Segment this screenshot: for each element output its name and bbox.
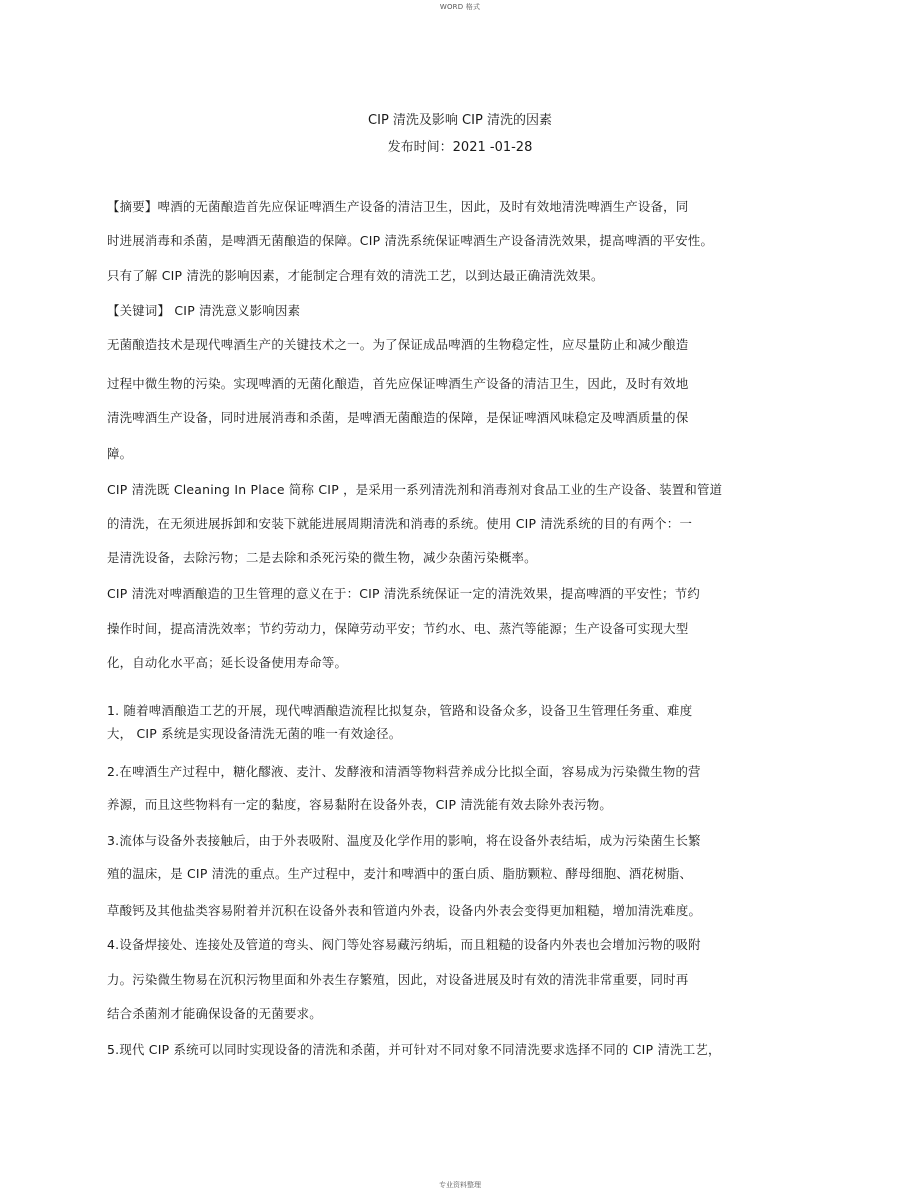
list-item-line: 3.流体与设备外表接触后，由于外表吸附、温度及化学作用的影响，将在设备外表结垢，成为污染菌生长繁 [107, 833, 701, 848]
body-line: CIP 清洗对啤酒酿造的卫生管理的意义在于：CIP 清洗系统保证一定的清洗效果，提高啤酒的平安性；节约 [107, 586, 700, 601]
abstract-line: 只有了解 CIP 清洗的影响因素，才能制定合理有效的清洗工艺，以到达最正确清洗效果。 [107, 268, 604, 283]
body-line: 清洗啤酒生产设备，同时进展消毒和杀菌，是啤酒无菌酿造的保障，是保证啤酒风味稳定及啤酒质量的保 [107, 410, 689, 425]
list-item-line: 4.设备焊接处、连接处及管道的弯头、阀门等处容易藏污纳垢，而且粗糙的设备内外表也会增加污物的吸附 [107, 937, 701, 952]
body-line: 障。 [107, 446, 133, 461]
list-item-line: 草酸钙及其他盐类容易附着并沉积在设备外表和管道内外表，设备内外表会变得更加粗糙，增加清洗难度。 [107, 903, 702, 918]
body-line: CIP 清洗既 Cleaning In Place 简称 CIP ，是采用一系列清洗剂和消毒剂对食品工业的生产设备、装置和管道 [107, 482, 723, 497]
page-header-mark: WORD 格式 [439, 3, 481, 11]
list-item-line: 2.在啤酒生产过程中，糖化醪液、麦汁、发酵液和清酒等物料营养成分比拟全面，容易成为污染微生物的营 [107, 764, 701, 779]
abstract-line: 【摘要】啤酒的无菌酿造首先应保证啤酒生产设备的清洁卫生，因此，及时有效地清洗啤酒生产设备，同 [107, 199, 689, 214]
page-footer-mark: 专业资料整理 [439, 1181, 481, 1189]
list-item-line: 殖的温床，是 CIP 清洗的重点。生产过程中，麦汁和啤酒中的蛋白质、脂肪颗粒、酵母细胞、酒花树脂、 [107, 866, 693, 881]
list-item-line: 力。污染微生物易在沉积污物里面和外表生存繁殖，因此，对设备进展及时有效的清洗非常重要，同时再 [107, 972, 689, 987]
body-line: 过程中微生物的污染。实现啤酒的无菌化酿造，首先应保证啤酒生产设备的清洁卫生，因此，及时有效地 [107, 376, 689, 391]
body-line: 操作时间，提高清洗效率；节约劳动力，保障劳动平安；节约水、电、蒸汽等能源；生产设备可实现大型 [107, 621, 689, 636]
keywords-line: 【关键词】 CIP 清洗意义影响因素 [107, 303, 301, 318]
list-item-line: 结合杀菌剂才能确保设备的无菌要求。 [107, 1006, 322, 1021]
list-item-line: 5.现代 CIP 系统可以同时实现设备的清洗和杀菌，并可针对不同对象不同清洗要求选择不同的 CIP 清洗工艺， [107, 1042, 721, 1057]
list-item-line: 大， CIP 系统是实现设备清洗无菌的唯一有效途径。 [107, 726, 402, 741]
document-title: CIP 清洗及影响 CIP 清洗的因素 [368, 113, 552, 128]
body-line: 的清洗，在无须进展拆卸和安装下就能进展周期清洗和消毒的系统。使用 CIP 清洗系统的目的有两个：一 [107, 516, 693, 531]
body-line: 化，自动化水平高；延长设备使用寿命等。 [107, 655, 348, 670]
publish-date: 发布时间：2021 -01-28 [387, 140, 533, 155]
list-item-line: 1. 随着啤酒酿造工艺的开展，现代啤酒酿造流程比拟复杂，管路和设备众多，设备卫生管理任务重、难度 [107, 703, 693, 718]
abstract-line: 时进展消毒和杀菌，是啤酒无菌酿造的保障。CIP 清洗系统保证啤酒生产设备清洗效果，提高啤酒的平安性。 [107, 233, 714, 248]
list-item-line: 养源，而且这些物料有一定的黏度，容易黏附在设备外表，CIP 清洗能有效去除外表污物。 [107, 797, 613, 812]
body-line: 无菌酿造技术是现代啤酒生产的关键技术之一。为了保证成品啤酒的生物稳定性，应尽量防止和减少酿造 [107, 337, 689, 352]
body-line: 是清洗设备，去除污物；二是去除和杀死污染的微生物，减少杂菌污染概率。 [107, 550, 537, 565]
